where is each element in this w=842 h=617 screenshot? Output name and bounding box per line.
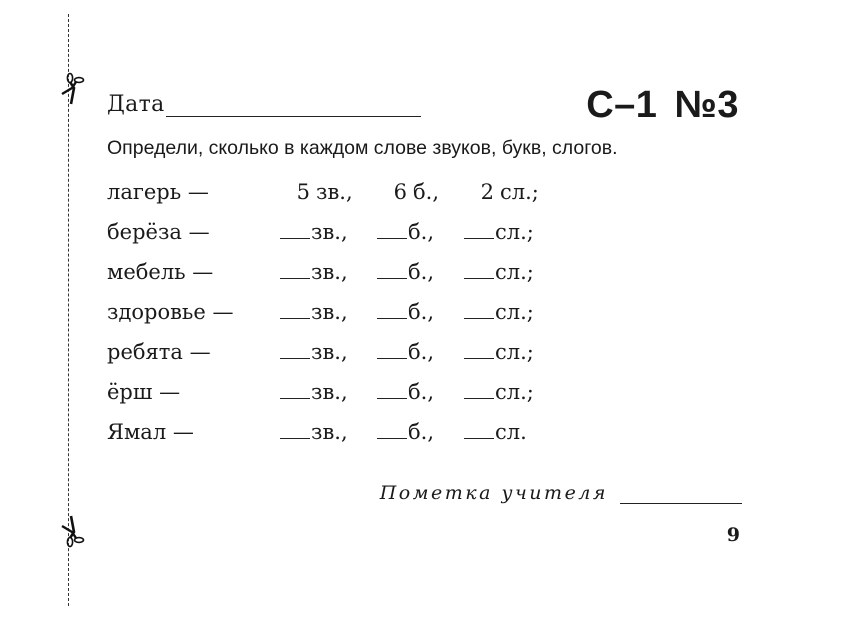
sounds-cell bbox=[280, 300, 348, 324]
syllables-cell bbox=[464, 340, 534, 364]
sounds-unit: зв., bbox=[316, 180, 353, 204]
letters-blank[interactable] bbox=[377, 300, 407, 319]
sounds-blank[interactable] bbox=[280, 300, 310, 319]
letters-value: 6 bbox=[393, 180, 407, 204]
letters-unit: б., bbox=[408, 220, 434, 244]
word: лагерь — bbox=[107, 180, 209, 204]
word: берёза — bbox=[107, 220, 210, 244]
syllables-cell bbox=[464, 220, 534, 244]
letters-unit: б., bbox=[408, 340, 434, 364]
letters-unit: б., bbox=[408, 260, 434, 284]
page-number: 9 bbox=[726, 524, 740, 546]
sounds-unit: зв., bbox=[311, 220, 348, 244]
letters-unit: б., bbox=[413, 180, 439, 204]
syllables-unit: сл. bbox=[495, 420, 527, 444]
sounds-cell bbox=[280, 380, 348, 404]
word: мебель — bbox=[107, 260, 214, 284]
scissors-icon bbox=[58, 72, 86, 106]
syllables-blank[interactable] bbox=[464, 380, 494, 399]
sounds-blank[interactable] bbox=[280, 220, 310, 239]
word: здоровье — bbox=[107, 300, 234, 324]
syllables-cell bbox=[464, 420, 527, 444]
letters-cell bbox=[377, 260, 434, 284]
sounds-blank[interactable] bbox=[280, 420, 310, 439]
sounds-unit: зв., bbox=[311, 380, 348, 404]
syllables-blank[interactable] bbox=[464, 340, 494, 359]
word: ребята — bbox=[107, 340, 211, 364]
sounds-cell bbox=[280, 340, 348, 364]
teacher-note bbox=[380, 482, 742, 504]
sounds-unit: зв., bbox=[311, 340, 348, 364]
word: Ямал — bbox=[107, 420, 194, 444]
syllables-cell bbox=[464, 180, 539, 204]
syllables-unit: сл.; bbox=[495, 340, 534, 364]
sounds-cell bbox=[280, 180, 353, 204]
letters-cell bbox=[377, 340, 434, 364]
teacher-note-blank-line[interactable] bbox=[620, 485, 742, 504]
syllables-value: 2 bbox=[480, 180, 494, 204]
syllables-unit: сл.; bbox=[500, 180, 539, 204]
sounds-blank[interactable] bbox=[280, 260, 310, 279]
syllables-unit: сл.; bbox=[495, 220, 534, 244]
date-label: Дата bbox=[107, 92, 165, 117]
sounds-value: 5 bbox=[296, 180, 310, 204]
letters-blank[interactable] bbox=[377, 380, 407, 399]
syllables-unit: сл.; bbox=[495, 300, 534, 324]
scissors-icon bbox=[58, 514, 86, 548]
letters-cell bbox=[377, 300, 434, 324]
syllables-unit: сл.; bbox=[495, 380, 534, 404]
syllables-blank[interactable] bbox=[464, 300, 494, 319]
sounds-unit: зв., bbox=[311, 300, 348, 324]
letters-blank[interactable] bbox=[377, 260, 407, 279]
letters-unit: б., bbox=[408, 420, 434, 444]
sounds-blank[interactable] bbox=[280, 340, 310, 359]
letters-blank[interactable] bbox=[377, 220, 407, 239]
letters-blank[interactable] bbox=[377, 340, 407, 359]
sounds-unit: зв., bbox=[311, 260, 348, 284]
letters-cell bbox=[377, 380, 434, 404]
sounds-cell bbox=[280, 260, 348, 284]
sounds-unit: зв., bbox=[311, 420, 348, 444]
syllables-blank[interactable] bbox=[464, 220, 494, 239]
date-field bbox=[107, 92, 421, 117]
syllables-cell bbox=[464, 380, 534, 404]
syllables-blank[interactable] bbox=[464, 420, 494, 439]
sounds-cell bbox=[280, 220, 348, 244]
letters-unit: б., bbox=[408, 300, 434, 324]
letters-unit: б., bbox=[408, 380, 434, 404]
sounds-blank[interactable] bbox=[280, 380, 310, 399]
task-instruction: Определи, сколько в каждом слове звуков, букв, слогов. bbox=[107, 137, 618, 159]
letters-blank[interactable] bbox=[377, 420, 407, 439]
page-title: С–1 №3 bbox=[586, 84, 739, 126]
letters-cell bbox=[377, 420, 434, 444]
date-blank-line[interactable] bbox=[166, 96, 421, 117]
syllables-cell bbox=[464, 300, 534, 324]
word: ёрш — bbox=[107, 380, 181, 404]
teacher-note-label: Пометка учителя bbox=[379, 482, 608, 504]
sounds-cell bbox=[280, 420, 348, 444]
syllables-cell bbox=[464, 260, 534, 284]
letters-cell bbox=[377, 180, 439, 204]
letters-cell bbox=[377, 220, 434, 244]
syllables-unit: сл.; bbox=[495, 260, 534, 284]
syllables-blank[interactable] bbox=[464, 260, 494, 279]
